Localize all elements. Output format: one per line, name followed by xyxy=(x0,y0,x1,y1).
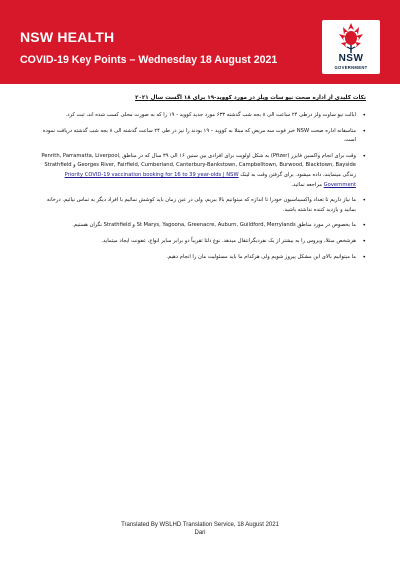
header-title: NSW HEALTH xyxy=(20,29,115,45)
list-item xyxy=(36,237,366,247)
list-item xyxy=(36,196,366,215)
list-item xyxy=(36,111,366,121)
document-body xyxy=(36,93,366,268)
waratah-flower-icon xyxy=(336,22,366,54)
bullet-text: ما نیاز داریم تا تعداد واکسیناسیون خودرا تا اندازه که میتوانیم بالا ببریم، ولی در عین زمان باید کوشش نمائیم با افراد دیگر به تماس نیائیم. درخانه بمانید و بازدید کننده نداشته باشید. xyxy=(46,197,356,213)
bullet-text: وقت برای انجام واکسین فایزر (Pfizer) به شکل اولویت برای افرادی بین سنین ۱۶ الی ۳۹ سال که در مناطق Penrith, Parramatta, Liverpool, Georges River, Fairfield, Cumberland, Canterbury-Bankstown, Campbelltown, Burwood, Blacktown, Bayside و Strathfield زندگی مینمایند، داده میشود. برای گرفتن وقت به لینک xyxy=(41,152,356,178)
logo-subtext: GOVERNMENT xyxy=(334,65,368,70)
bullet-text: متاسفانه اداره صحت NSW خبر فوت سه مریض که مبتلا به کووید – ۱۹ بودند را نیز در طی ۲۴ ساعت گذشته الی ۸ بجه شب گذشته دریافت نموده است. xyxy=(42,127,356,144)
bullet-text: ایالت نیو ساوت ولز درطی ۲۴ ساعت الی ۸ بجه شب گذشته ۶۳۳ مورد جدید کووید - ۱۹ را که به صورت محلی کسب شده اند، ثبت کرد. xyxy=(65,112,356,118)
list-item xyxy=(36,253,366,263)
vaccination-booking-link[interactable]: Priority COVID-19 vaccination booking for 16 to 39 year-olds | NSW Government xyxy=(64,171,356,188)
bullet-text: ما بخصوص در مورد مناطق St Marys, Yagoona, Greenacre, Auburn, Guildford, Merrylands و Strathfield نگران هستیم. xyxy=(72,222,356,229)
document-title: نکات کلیدی از اداره صحت نیو سات ویلز در مورد کووید-۱۹ برای ۱۸ اگست سال ۲۰۲۱ xyxy=(135,95,366,101)
footer-translation-credit: Translated By WSLHD Translation Service, 18 August 2021 xyxy=(121,522,279,528)
bullet-text: ما میتوانیم بالای این مشکل پیروز شویم ولی هرکدام ما باید مسئولیت مان را انجام دهیم. xyxy=(166,253,356,260)
footer xyxy=(0,521,400,537)
bullet-text-after: مراجعه نمائید. xyxy=(291,181,322,188)
list-item xyxy=(36,152,366,190)
list-item xyxy=(36,221,366,231)
key-points-list xyxy=(36,111,366,262)
logo-wordmark: NSW xyxy=(338,53,364,64)
nsw-government-logo xyxy=(322,20,380,74)
header-banner xyxy=(0,0,400,84)
header-subtitle: COVID-19 Key Points – Wednesday 18 August 2021 xyxy=(20,54,278,66)
list-item xyxy=(36,127,366,146)
footer-language: Dari xyxy=(194,530,206,536)
bullet-text: هرشخص مبتلا، ویروس را به بیشتر از یک نفردیگرانتقال میدهد. نوع دلتا تقریباً دو برابر سایر انواع، عفونت ایجاد میتماید. xyxy=(101,237,356,244)
